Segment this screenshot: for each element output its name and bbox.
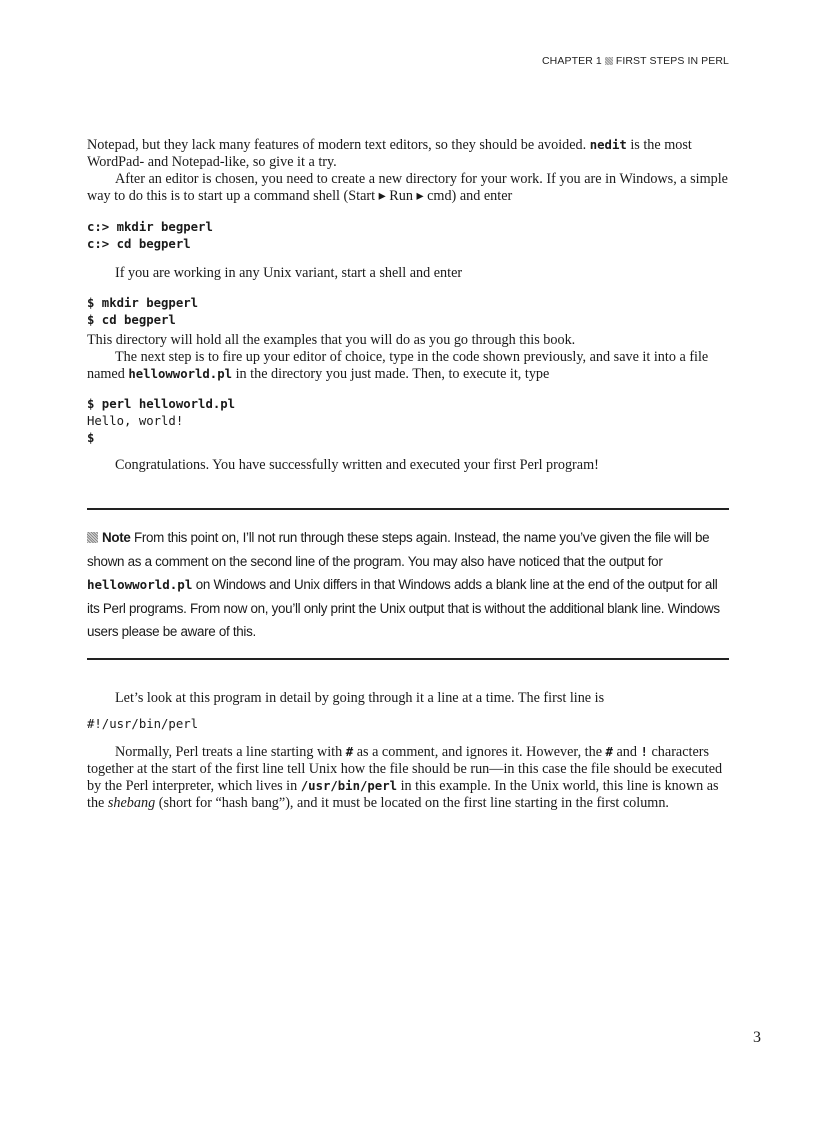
inline-code: hellowworld.pl: [87, 577, 193, 592]
inline-code: #: [605, 744, 613, 759]
inline-code: #: [345, 744, 354, 759]
note-icon: [87, 532, 98, 543]
code-listing-shebang: #!/usr/bin/perl: [87, 716, 199, 731]
paragraph-directory-purpose: This directory will hold all the examples that you will do as you go through this book.: [87, 332, 576, 348]
inline-code: nedit: [589, 138, 627, 152]
paragraph-congratulations: Congratulations. You have successfully written and executed your first Perl program!: [115, 457, 599, 473]
inline-code: hellowworld.pl: [128, 367, 233, 381]
emphasis-term: shebang: [107, 794, 156, 811]
paragraph-shebang: Normally, Perl treats a line starting with # as a comment, and ignores it. However, the # and ! characters together at the start of the first line tell Unix how the file should be run—in this case the file should be executed by the Perl interpreter, which lives in /usr/bin/perl in this example. In the Unix world, this line is known as the shebang (short for “hash bang”), and it must be located on the first line starting in the first column.: [87, 743, 723, 811]
running-header: [542, 55, 729, 67]
code-listing-windows: c:> mkdir begperl c:> cd begperl: [87, 220, 213, 251]
chapter-title: FIRST STEPS IN PERL: [615, 55, 729, 67]
chapter-number: CHAPTER 1: [542, 55, 602, 67]
separator-icon: [605, 57, 613, 65]
note-label: Note: [102, 530, 131, 545]
code-listing-unix: $ mkdir begperl $ cd begperl: [87, 296, 199, 327]
paragraph-next-step: The next step is to fire up your editor of choice, type in the code shown previously, and save it into a file named hellowworld.pl in the directory you just made. Then, to execute it, type: [87, 349, 709, 382]
paragraph-unix: If you are working in any Unix variant, start a shell and enter: [115, 265, 463, 281]
paragraph-detail: Let’s look at this program in detail by going through it a line at a time. The first line is: [115, 689, 605, 706]
inline-code: !: [640, 744, 648, 759]
page-content: [87, 137, 729, 812]
page-number: 3: [753, 1029, 761, 1046]
inline-code: /usr/bin/perl: [300, 778, 398, 793]
paragraph-editors: Notepad, but they lack many features of modern text editors, so they should be avoided. nedit is the most WordPad- and Notepad-like, so give it a try.: [87, 137, 692, 170]
paragraph-directory: After an editor is chosen, you need to create a new directory for your work. If you are in Windows, a simple way to do this is to start up a command shell (Start ▸ Run ▸ cmd) and enter: [87, 171, 728, 204]
note-box: Note From this point on, I’ll not run through these steps again. Instead, the name you’ve given the file will be shown as a comment on the second line of the program. You may also have noticed that the output for hellowworld.pl on Windows and Unix differs in that Windows adds a blank line at the end of the output for all its Perl programs. From now on, you’ll only print the Unix output that is without the additional blank line. Windows users please be aware of this.: [87, 508, 729, 660]
code-listing-run: $ perl helloworld.pl Hello, world! $: [87, 397, 236, 445]
